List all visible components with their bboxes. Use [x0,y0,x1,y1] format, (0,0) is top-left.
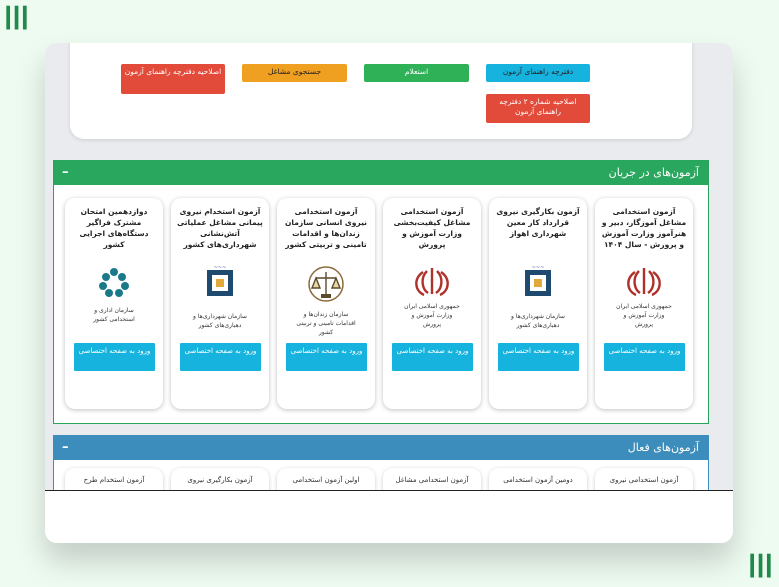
enter-exclusive-page-button[interactable]: ورود به صفحه اختصاصی [180,343,261,371]
browser-frame [45,43,733,543]
exam-card-joint [65,198,163,409]
page-viewport[interactable] [45,43,733,490]
exam-card-ahvaz [489,198,587,409]
svg-text:~~~: ~~~ [213,265,227,271]
org-line-1: جمهوری اسلامی ایران [404,303,460,310]
ongoing-exams-header[interactable] [54,161,708,185]
active-exam-card[interactable]: دومین آزمون استخدامی [489,468,587,490]
svg-text:~~~: ~~~ [531,265,545,271]
correction-guide-button[interactable]: اصلاحیه دفترچه راهنمای آزمون [121,64,225,94]
exam-card-firefighters [171,198,269,409]
active-exam-card[interactable]: آزمون بکارگیری نیروی [171,468,269,490]
enter-exclusive-page-button[interactable]: ورود به صفحه اختصاصی [392,343,473,371]
exam-card-title: آزمون استخدام نیروی پیمانی مشاغل عملیاتی آتش‌نشانی شهرداری‌های کشور [177,207,263,249]
iran-emblem-icon [402,264,462,326]
exam-card-title: آزمون استخدامی نیروی انسانی سازمان زندان‌ها و اقدامات تامینی و تربیتی کشور [285,207,367,249]
enter-exclusive-page-button[interactable]: ورود به صفحه اختصاصی [498,343,579,371]
prisons-emblem-icon [296,264,356,336]
exam-card-title: آزمون استخدامی مشاغل کیفیت‌بخشی وزارت آموزش و پرورش [393,207,471,249]
enter-exclusive-page-button[interactable]: ورود به صفحه اختصاصی [286,343,367,371]
brand-logo-top-left: ااا [4,2,30,37]
org-line-1: سازمان شهرداری‌ها و دهیاری‌های کشور [511,313,565,329]
active-exam-card[interactable]: آزمون استخدامی نیروی [595,468,693,490]
exam-card-title: دوازدهمین امتحان مشترک فراگیر دستگاه‌های اجرایی کشور [79,207,149,249]
collapse-icon[interactable]: – [62,165,69,180]
frame-bottom-area [45,490,733,543]
org-line-1: جمهوری اسلامی ایران [616,303,672,310]
org-line-1: سازمان زندان‌ها و اقدامات تامینی و تربیتی کشور [296,311,356,336]
collapse-icon[interactable]: – [62,440,69,455]
org-line-2: وزارت آموزش و پرورش [411,312,453,328]
brand-logo-bottom-right: ااا [747,550,773,585]
inquiry-button[interactable]: استعلام [364,64,469,82]
exam-card-title: آزمون استخدامی مشاغل آموزگار، دبیر و هنرآموز وزارت آموزش و پرورش - سال ۱۴۰۴ [601,207,687,249]
active-exams-title: آزمون‌های فعال [627,441,699,454]
exam-card-title: آزمون بکارگیری نیروی قرارداد کار معین شهرداری اهواز [496,207,580,238]
active-exams-panel [53,435,709,490]
ongoing-exams-list [69,198,693,409]
municipality-emblem-icon [190,264,250,329]
active-exams-header[interactable] [54,436,708,460]
admin-organization-emblem-icon [84,264,144,326]
municipality-emblem-icon [508,264,568,329]
iran-emblem-icon [614,264,674,326]
org-line-2: وزارت آموزش و پرورش [623,312,665,328]
exam-card-prisons [277,198,375,409]
exam-guide-button[interactable]: دفترچه راهنمای آزمون [486,64,590,82]
active-exam-card[interactable]: آزمون استخدامی مشاغل [383,468,481,490]
active-exam-card[interactable]: آزمون استخدام طرح [65,468,163,490]
search-jobs-button[interactable]: جستجوی مشاغل [242,64,347,82]
ongoing-exams-panel [53,160,709,424]
exam-card-quality [383,198,481,409]
exam-links-card [70,43,692,139]
org-line-1: سازمان شهرداری‌ها و دهیاری‌های کشور [193,313,247,329]
active-exam-card[interactable]: اولین آزمون استخدامی [277,468,375,490]
correction-2-guide-button[interactable]: اصلاحیه شماره ۲ دفترچه راهنمای آزمون [486,94,590,123]
ongoing-exams-title: آزمون‌های در جریان [608,166,699,179]
enter-exclusive-page-button[interactable]: ورود به صفحه اختصاصی [604,343,685,371]
org-line-1: سازمان اداری و استخدامی کشور [93,307,135,323]
enter-exclusive-page-button[interactable]: ورود به صفحه اختصاصی [74,343,155,371]
exam-card-teachers [595,198,693,409]
